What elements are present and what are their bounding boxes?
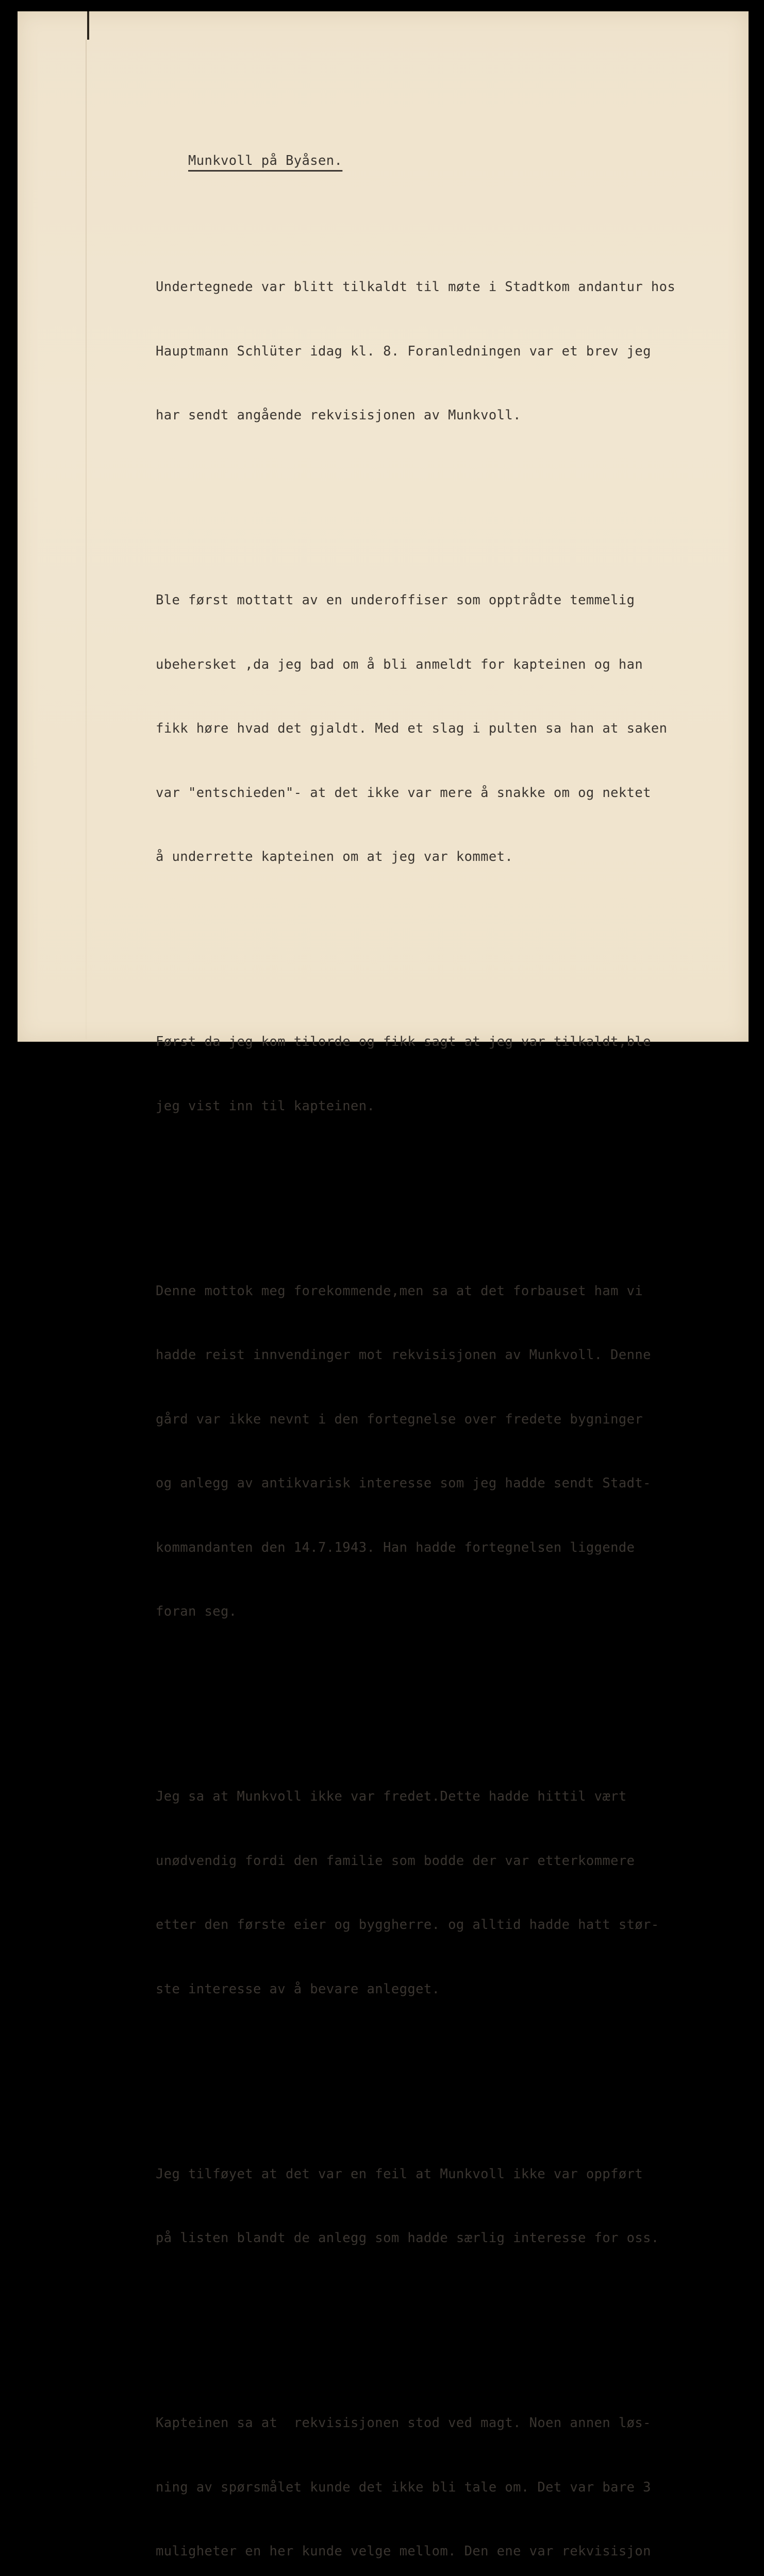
paragraph-1: [156, 234, 743, 469]
text-line: hadde reist innvendinger mot rekvisisjonen av Munkvoll. Denne: [156, 1347, 651, 1363]
paper-crease-top: [87, 11, 89, 40]
text-line: Kapteinen sa at rekvisisjonen stod ved magt. Noen annen løs-: [156, 2415, 651, 2431]
text-line: var "entschieden"- at det ikke var mere å snakke om og nektet: [156, 785, 651, 801]
paragraph-5: [156, 1743, 743, 2043]
text-line: etter den første eier og byggherre. og alltid hadde hatt stør-: [156, 1917, 659, 1933]
text-line: jeg vist inn til kapteinen.: [156, 1098, 375, 1114]
text-line: gård var ikke nevnt i den fortegnelse over fredete bygninger: [156, 1411, 643, 1427]
text-line: på listen blandt de anlegg som hadde særlig interesse for oss.: [156, 2230, 659, 2246]
text-line: Denne mottok meg forekommende,men sa at det forbauset ham vi: [156, 1283, 643, 1299]
text-line: ubehersket ,da jeg bad om å bli anmeldt for kapteinen og han: [156, 656, 643, 672]
paper-crease-line: [86, 40, 87, 1039]
text-line: kommandanten den 14.7.1943. Han hadde fortegnelsen liggende: [156, 1539, 635, 1555]
paragraph-6: [156, 2121, 743, 2292]
text-line: å underrette kapteinen om at jeg var kommet.: [156, 849, 513, 865]
text-line: Jeg tilføyet at det var en feil at Munkvoll ikke var oppført: [156, 2166, 643, 2182]
paragraph-2: [156, 547, 743, 911]
text-line: unødvendig fordi den familie som bodde der var etterkommere: [156, 1853, 635, 1869]
text-line: har sendt angående rekvisisjonen av Munkvoll.: [156, 408, 521, 423]
typed-text-block: [156, 129, 743, 2576]
text-line: ste interesse av å bevare anlegget.: [156, 1981, 440, 1997]
text-line: Hauptmann Schlüter idag kl. 8. Foranledningen var et brev jeg: [156, 343, 651, 359]
text-line: og anlegg av antikvarisk interesse som jeg hadde sendt Stadt-: [156, 1476, 651, 1491]
text-line: foran seg.: [156, 1604, 237, 1619]
paragraph-4: [156, 1238, 743, 1666]
document-title: Munkvoll på Byåsen.: [188, 152, 343, 168]
text-line: Ble først mottatt av en underoffiser som opptrådte temmelig: [156, 592, 635, 608]
paragraph-7: [156, 2370, 743, 2576]
text-line: Undertegnede var blitt tilkaldt til møte i Stadtkom andantur hos: [156, 279, 676, 295]
text-line: ning av spørsmålet kunde det ikke bli tale om. Det var bare 3: [156, 2479, 651, 2495]
text-line: Jeg sa at Munkvoll ikke var fredet.Dette hadde hittil vært: [156, 1789, 627, 1804]
text-line: fikk høre hvad det gjaldt. Med et slag i pulten sa han at saken: [156, 721, 668, 736]
text-line: muligheter en her kunde velge mellom. Den ene var rekvisisjon: [156, 2544, 651, 2559]
paragraph-3: [156, 989, 743, 1160]
text-line: Først da jeg kom tilorde og fikk sagt at jeg var tilkaldt,ble: [156, 1034, 651, 1049]
